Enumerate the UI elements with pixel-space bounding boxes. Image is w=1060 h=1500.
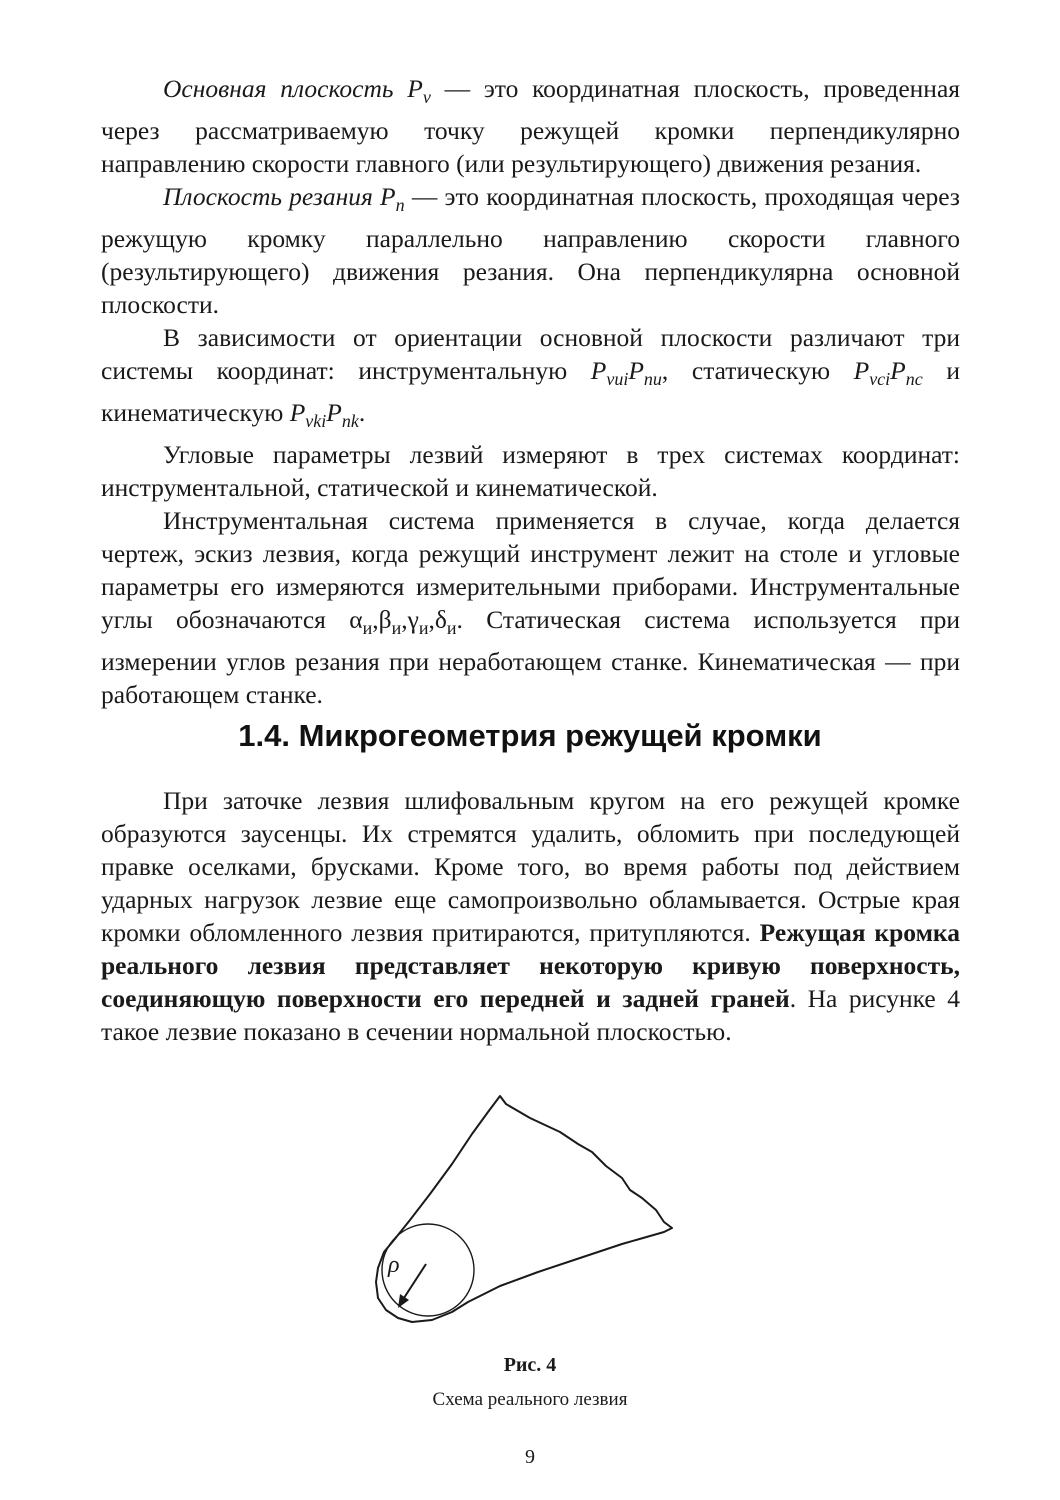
symbol: P: [590, 356, 607, 386]
paragraph-microgeometry: [101, 784, 960, 1048]
symbol: P: [289, 398, 306, 428]
symbol: P: [628, 356, 644, 386]
definition-cutting-plane: — это координатная плоскость, проходящая через режущую кромку параллельно направлению скорости главного (результирующего) движения резания. Она перпендикулярна основной плоскости.: [101, 182, 960, 320]
text-run: . Статическая система используется при измерении углов резания при неработающем станке. Кинематическая — при работающем станке.: [101, 605, 960, 710]
definition-main-plane: — это координатная плоскость, проведенная через рассматриваемую точку режущей кромки перпендикулярно направлению скорости главного (или результирующего) движения резания.: [101, 74, 961, 179]
symbol: P: [853, 356, 870, 386]
symbol-subscript: nc: [905, 369, 923, 390]
paragraph-angle-params: Угловые параметры лезвий измеряют в трех системах координат: инструментальной, статической и кинематической.: [101, 440, 960, 503]
section-text-bottom: [101, 784, 960, 1048]
angle-subscript: и: [418, 618, 429, 639]
symbol: P: [326, 398, 342, 428]
text-run: Инструментальная система применяется в случае, когда делается чертеж, эскиз лезвия, когда режущий инструмент лежит на столе и угловые параметры его измеряются измерительными приборами. Инструментальные углы обозначаются: [101, 506, 960, 635]
text-run: . На рисунке 4 такое лезвие показано в сечении нормальной плоскостью.: [101, 984, 960, 1046]
text-run: В зависимости от ориентации основной плоскости различают три системы координат: инструментальную: [101, 323, 960, 386]
text-run: .: [358, 398, 366, 428]
symbol: P: [890, 356, 906, 386]
section-text-top: [101, 72, 960, 711]
paragraph-coordinate-systems: [101, 321, 960, 438]
section-heading: 1.4. Микрогеометрия режущей кромки: [238, 718, 822, 753]
radius-arrowhead: [398, 1294, 409, 1308]
text-run: и кинематическую: [101, 356, 960, 428]
symbol-subscript: nk: [341, 411, 359, 432]
angle-delta: ,δ: [428, 605, 447, 635]
paragraph-cutting-plane: [101, 180, 960, 321]
term-main-plane-subscript: v: [422, 87, 431, 108]
blade-outline: [376, 1096, 672, 1322]
paragraph-instrument-system: [101, 504, 960, 711]
paragraph-main-plane: [101, 72, 960, 180]
blade-figure: [360, 1090, 690, 1350]
figure-caption-title: Рис. 4: [503, 1354, 557, 1376]
bold-statement: Режущая кромка реального лезвия представляет некоторую кривую поверхность, соединяющую поверхности его передней и задней граней: [101, 918, 960, 1013]
symbol-subscript: vki: [305, 411, 327, 432]
angle-subscript: и: [391, 618, 402, 639]
angle-subscript: и: [362, 618, 373, 639]
term-cutting-plane-subscript: n: [395, 195, 405, 216]
angle-beta: ,β: [372, 605, 392, 635]
term-cutting-plane: Плоскость резания P: [163, 182, 396, 212]
angle-subscript: и: [446, 618, 457, 639]
term-main-plane: Основная плоскость P: [163, 74, 423, 103]
angle-gamma: ,γ: [401, 605, 419, 635]
text-run: При заточке лезвия шлифовальным кругом на его режущей кромке образуются заусенцы. Их стремятся удалить, обломить при последующей правке оселками, брусками. Кроме того, во время работы под действием ударных нагрузок лезвие еще самопроизвольно обламывается. Острые края кромки обломленного лезвия притираются, притупляются.: [101, 786, 960, 947]
radius-arrow-line: [402, 1264, 426, 1301]
symbol-subscript: nu: [643, 369, 662, 390]
rho-label: ρ: [388, 1252, 400, 1278]
figure-caption-text: Схема реального лезвия: [432, 1389, 628, 1410]
text-run: , статическую: [661, 356, 854, 386]
symbol-subscript: vci: [869, 369, 891, 390]
symbol-subscript: vui: [606, 369, 629, 390]
page-number: 9: [525, 1446, 535, 1468]
angle-alpha: α: [349, 605, 363, 635]
